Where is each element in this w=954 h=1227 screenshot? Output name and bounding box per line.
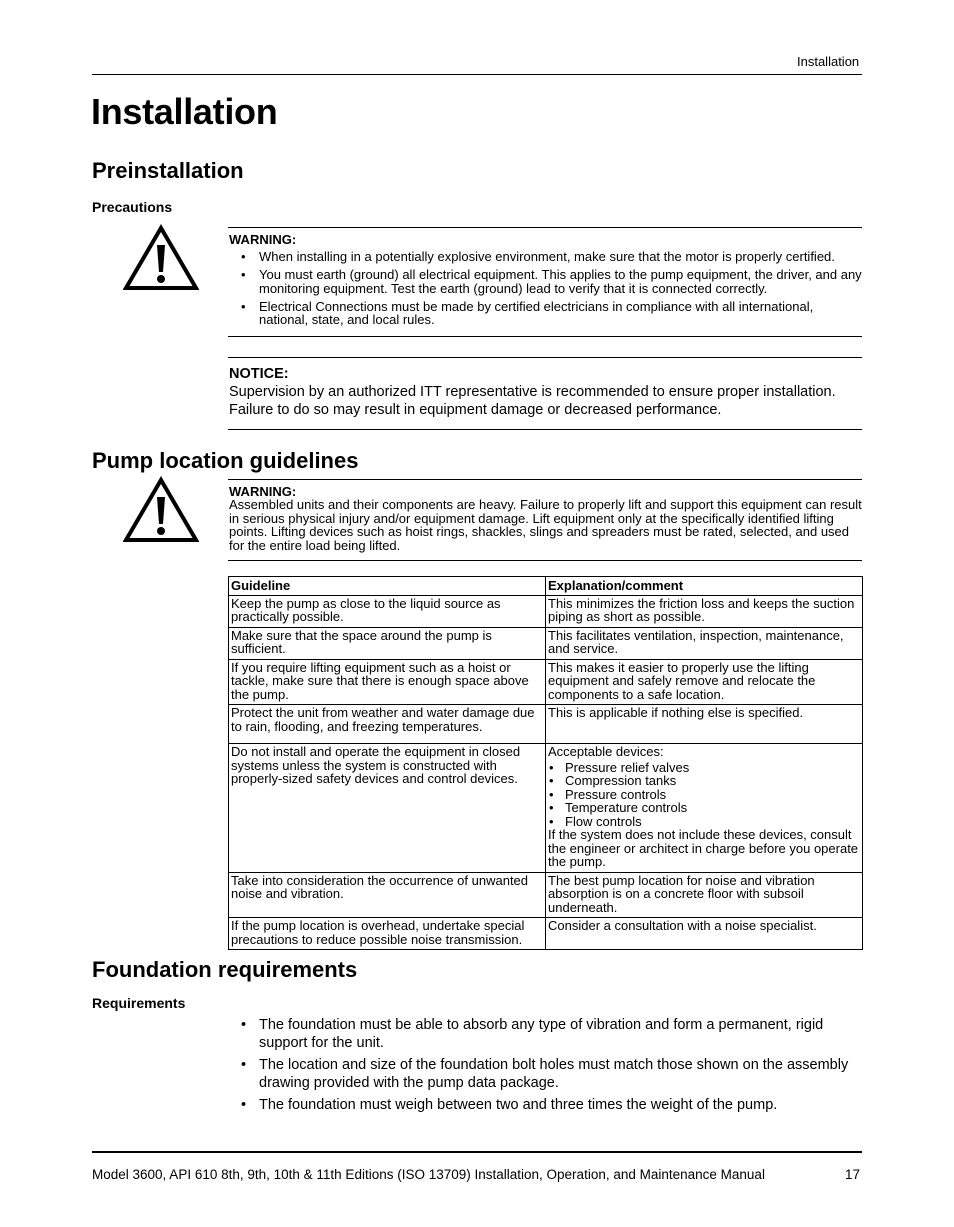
table-row (229, 659, 863, 705)
table-row (229, 872, 863, 918)
header-rule (92, 74, 862, 75)
warning-item: • You must earth (ground) all electrical equipment. This applies to the pump equipment, the driver, and any monitoring equipment. Test the earth (ground) lead to verify that it is connected correctly. (229, 268, 865, 295)
warning-item: • Electrical Connections must be made by certified electricians in compliance with all international, national, state, and local rules. (229, 300, 865, 327)
footer-manual-title: Model 3600, API 610 8th, 9th, 10th & 11th Editions (ISO 13709) Installation, Operation, and Maintenance Manual (92, 1167, 765, 1182)
guideline-cell: Take into consideration the occurrence of unwanted noise and vibration. (229, 872, 546, 918)
guideline-cell: Keep the pump as close to the liquid source as practically possible. (229, 595, 546, 627)
explanation-cell: This is applicable if nothing else is specified. (546, 705, 863, 744)
foundation-list (229, 1016, 865, 1114)
section-heading-preinstallation: Preinstallation (92, 158, 244, 183)
foundation-item: • The location and size of the foundation bolt holes must match those shown on the assembly drawing provided with the pump data package. (229, 1056, 865, 1092)
guideline-cell: Make sure that the space around the pump is sufficient. (229, 627, 546, 659)
guideline-cell: If you require lifting equipment such as a hoist or tackle, make sure that there is enough space above the pump. (229, 659, 546, 705)
table-row (229, 705, 863, 744)
guideline-cell: If the pump location is overhead, undertake special precautions to reduce possible noise transmission. (229, 918, 546, 950)
explanation-cell: The best pump location for noise and vibration absorption is on a concrete floor with subsoil underneath. (546, 872, 863, 918)
warning2-text: Assembled units and their components are heavy. Failure to properly lift and support this equipment can result in serious physical injury and/or equipment damage. Lift equipment only at the specifically identified lifting points. Lifting devices such as hoist rings, shackles, slings and spreaders must be rated, selected, and used for the entire load being lifted. (229, 497, 862, 553)
table-row (229, 627, 863, 659)
section-heading-pump-location: Pump location guidelines (92, 448, 359, 473)
column-header-guideline: Guideline (229, 577, 546, 596)
subheading-precautions: Precautions (92, 199, 173, 215)
device-item: • Flow controls (548, 815, 860, 829)
footer-rule (92, 1151, 862, 1153)
page-title: Installation (91, 91, 278, 132)
warning2-top-rule (228, 479, 862, 480)
device-item: • Temperature controls (548, 801, 860, 815)
guideline-cell: Protect the unit from weather and water damage due to rain, flooding, and freezing temperatures. (229, 705, 546, 744)
table-row (229, 595, 863, 627)
notice-top-rule (228, 357, 862, 358)
explanation-cell: Consider a consultation with a noise specialist. (546, 918, 863, 950)
explanation-cell: This facilitates ventilation, inspection, maintenance, and service. (546, 627, 863, 659)
warning-triangle-icon (123, 224, 199, 292)
warning-label: WARNING: (229, 232, 297, 247)
table-row (229, 918, 863, 950)
explanation-cell (546, 744, 863, 873)
devices-intro: Acceptable devices: (548, 744, 664, 759)
guideline-table (228, 576, 863, 950)
warning-triangle-icon (123, 476, 199, 544)
column-header-explanation: Explanation/comment (546, 577, 863, 596)
warning2-bottom-rule (228, 560, 862, 561)
running-head: Installation (797, 54, 860, 69)
devices-outro: If the system does not include these devices, consult the engineer or architect in charge before you operate the pump. (548, 827, 859, 869)
warning-bottom-rule (228, 336, 862, 337)
foundation-item: • The foundation must weigh between two and three times the weight of the pump. (229, 1096, 865, 1114)
section-heading-foundation: Foundation requirements (92, 957, 358, 982)
explanation-cell: This makes it easier to properly use the lifting equipment and safely remove and relocate the components to a safe location. (546, 659, 863, 705)
table-row (229, 744, 863, 873)
page-number: 17 (845, 1167, 861, 1182)
guideline-cell: Do not install and operate the equipment in closed systems unless the system is constructed with properly-sized safety devices and control devices. (229, 744, 546, 873)
warning-top-rule (228, 227, 862, 228)
warning-list (229, 250, 865, 327)
notice-bottom-rule (228, 429, 862, 430)
devices-list (548, 761, 860, 829)
notice-text: Supervision by an authorized ITT representative is recommended to ensure proper installation. Failure to do so may result in equipment damage or decreased performance. (229, 384, 836, 418)
subheading-requirements: Requirements (92, 995, 186, 1011)
warning2-label: WARNING: (229, 484, 297, 499)
device-item: • Compression tanks (548, 774, 860, 788)
foundation-item: • The foundation must be able to absorb any type of vibration and form a permanent, rigid support for the unit. (229, 1016, 865, 1052)
notice-label: NOTICE: (229, 366, 289, 382)
table-header-row (229, 577, 863, 596)
explanation-cell: This minimizes the friction loss and keeps the suction piping as short as possible. (546, 595, 863, 627)
device-item: • Pressure relief valves (548, 761, 860, 775)
device-item: • Pressure controls (548, 788, 860, 802)
warning-item: • When installing in a potentially explosive environment, make sure that the motor is properly certified. (229, 250, 865, 264)
